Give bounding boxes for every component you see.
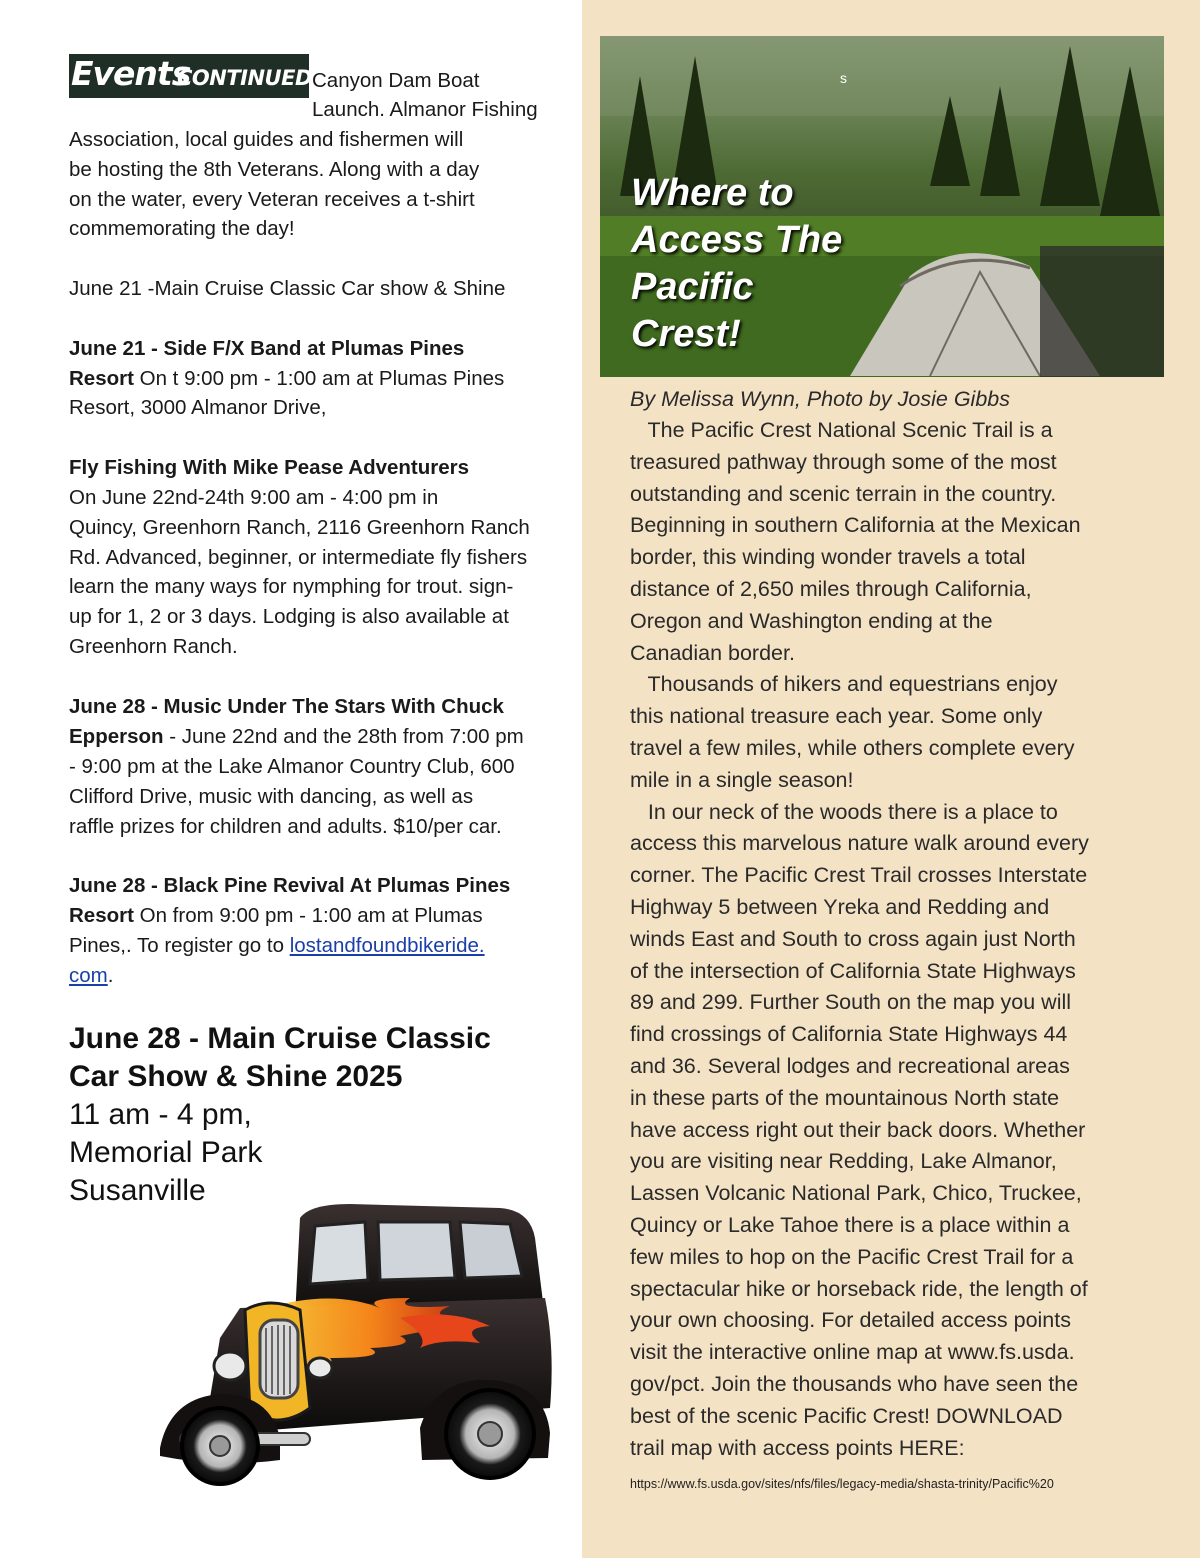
event-text: raffle prizes for children and adults. $10/per car. [69, 815, 502, 838]
article-title-line: Access The [631, 219, 843, 261]
article-line: winds East and South to cross again just North [630, 926, 1076, 951]
article-line: mile in a single season! [630, 767, 854, 792]
event-side-fx-title: Resort [69, 367, 134, 390]
car-show-title-line: June 28 - Main Cruise Classic [69, 1022, 491, 1055]
event-fly-fishing-title: Fly Fishing With Mike Pease Adventurers [69, 456, 470, 479]
register-link[interactable]: lostandfoundbikeride. [289, 934, 485, 957]
event-text: Resort, 3000 Almanor Drive, [69, 396, 327, 419]
article-line: In our neck of the woods there is a place to [630, 799, 1058, 824]
download-url[interactable]: https://www.fs.usda.gov/sites/nfs/files/legacy-media/shasta-trinity/Pacific%20 [630, 1477, 1054, 1491]
article-line: 89 and 299. Further South on the map you will [630, 990, 1072, 1015]
car-show-title [69, 1020, 491, 1096]
article-line: Canadian border. [630, 640, 795, 665]
event-text: . [107, 964, 114, 987]
event-text: Association, local guides and fishermen will [69, 128, 464, 151]
event-text: Launch. Almanor Fishing [312, 98, 538, 121]
event-black-pine-line [69, 931, 485, 961]
article-line: access this marvelous nature walk around every [630, 831, 1089, 856]
article-title-line: Where to [631, 172, 794, 214]
event-text: on the water, every Veteran receives a t-shirt [69, 188, 475, 211]
continued-heading: CONTINUED [177, 66, 312, 90]
event-text: Clifford Drive, music with dancing, as well as [69, 785, 474, 808]
event-text: Canyon Dam Boat [312, 69, 480, 92]
article-line: have access right out their back doors. Whether [630, 1117, 1086, 1142]
article-line: find crossings of California State Highways 44 [630, 1022, 1068, 1047]
article-line: few miles to hop on the Pacific Crest Trail for a [630, 1244, 1074, 1269]
event-black-pine-title: Resort [69, 904, 134, 927]
article-title-line: Pacific [631, 266, 754, 308]
event-text: Greenhorn Ranch. [69, 635, 238, 658]
article-title-line: Crest! [631, 313, 741, 355]
car-show-city: Susanville [69, 1174, 206, 1207]
event-text: On t 9:00 pm - 1:00 am at Plumas Pines [133, 367, 505, 390]
article-line: gov/pct. Join the thousands who have seen the [630, 1372, 1079, 1396]
article-line: Highway 5 between Yreka and Redding and [630, 895, 1050, 919]
article-line: and 36. Several lodges and recreational areas [630, 1054, 1070, 1078]
article-line: outstanding and scenic terrain in the country. [630, 481, 1057, 506]
article-line: this national treasure each year. Some only [630, 704, 1043, 729]
event-text: commemorating the day! [69, 217, 295, 240]
article-line: Quincy or Lake Tahoe there is a place within a [630, 1213, 1070, 1237]
article-line: Thousands of hikers and equestrians enjoy [630, 672, 1058, 697]
car-show-time: 11 am - 4 pm, [69, 1098, 252, 1131]
article-line: best of the scenic Pacific Crest! DOWNLOAD [630, 1403, 1063, 1428]
event-text: Rd. Advanced, beginner, or intermediate fly fishers [69, 546, 528, 569]
article-line: corner. The Pacific Crest Trail crosses Interstate [630, 863, 1088, 888]
article-title [631, 170, 842, 358]
events-heading: Events [71, 54, 191, 93]
events-continued-header [69, 54, 312, 98]
event-text: Pines,. To register go to [69, 934, 290, 957]
event-text: - 9:00 pm at the Lake Almanor Country Club, 600 [69, 755, 515, 778]
event-black-pine-line [69, 901, 483, 931]
event-black-pine-line [69, 961, 113, 991]
article-byline: By Melissa Wynn, Photo by Josie Gibbs [630, 387, 1010, 411]
article-line: travel a few miles, while others complete every [630, 736, 1075, 760]
article-line: Lassen Volcanic National Park, Chico, Truckee, [630, 1181, 1082, 1206]
event-text: Quincy, Greenhorn Ranch, 2116 Greenhorn Ranch [69, 516, 530, 539]
event-music-title: Epperson [69, 725, 164, 748]
event-music-line [69, 722, 524, 752]
article-line: distance of 2,650 miles through California, [630, 577, 1032, 601]
article-line: trail map with access points HERE: [630, 1435, 965, 1460]
car-show-location: Memorial Park [69, 1136, 263, 1169]
event-side-fx-line [69, 364, 504, 394]
event-text: On from 9:00 pm - 1:00 am at Plumas [133, 904, 483, 927]
event-car-show-line: June 21 -Main Cruise Classic Car show & Shine [69, 277, 506, 300]
article-line: border, this winding wonder travels a total [630, 545, 1026, 570]
article-line: The Pacific Crest National Scenic Trail is a [630, 418, 1053, 442]
car-show-title-line: Car Show & Shine 2025 [69, 1060, 403, 1093]
event-text: On June 22nd-24th 9:00 am - 4:00 pm in [69, 486, 439, 509]
car-show-details [69, 1096, 262, 1210]
register-link[interactable]: com [69, 964, 108, 987]
event-text: be hosting the 8th Veterans. Along with a day [69, 158, 480, 181]
article-line: Oregon and Washington ending at the [630, 608, 993, 633]
article-line: treasured pathway through some of the most [630, 449, 1057, 474]
article-line: you are visiting near Redding, Lake Almanor, [630, 1149, 1057, 1174]
article-line: spectacular hike or horseback ride, the length of [630, 1276, 1088, 1301]
article-line: visit the interactive online map at www.fs.usda. [630, 1340, 1075, 1365]
event-text: learn the many ways for nymphing for trout. sign- [69, 575, 514, 598]
event-music-title: June 28 - Music Under The Stars With Chuck [69, 695, 504, 718]
event-black-pine-title: June 28 - Black Pine Revival At Plumas Pines [69, 874, 511, 897]
photo-caption-letter: s [840, 70, 847, 86]
article-line: Beginning in southern California at the Mexican [630, 513, 1081, 538]
article-line: in these parts of the mountainous North state [630, 1085, 1060, 1110]
classic-car-image [150, 1198, 560, 1488]
event-side-fx-title: June 21 - Side F/X Band at Plumas Pines [69, 337, 465, 360]
article-line: of the intersection of California State Highways [630, 958, 1076, 983]
event-text: - June 22nd and the 28th from 7:00 pm [163, 725, 524, 748]
event-text: up for 1, 2 or 3 days. Lodging is also available at [69, 605, 509, 628]
article-line: your own choosing. For detailed access points [630, 1308, 1071, 1333]
